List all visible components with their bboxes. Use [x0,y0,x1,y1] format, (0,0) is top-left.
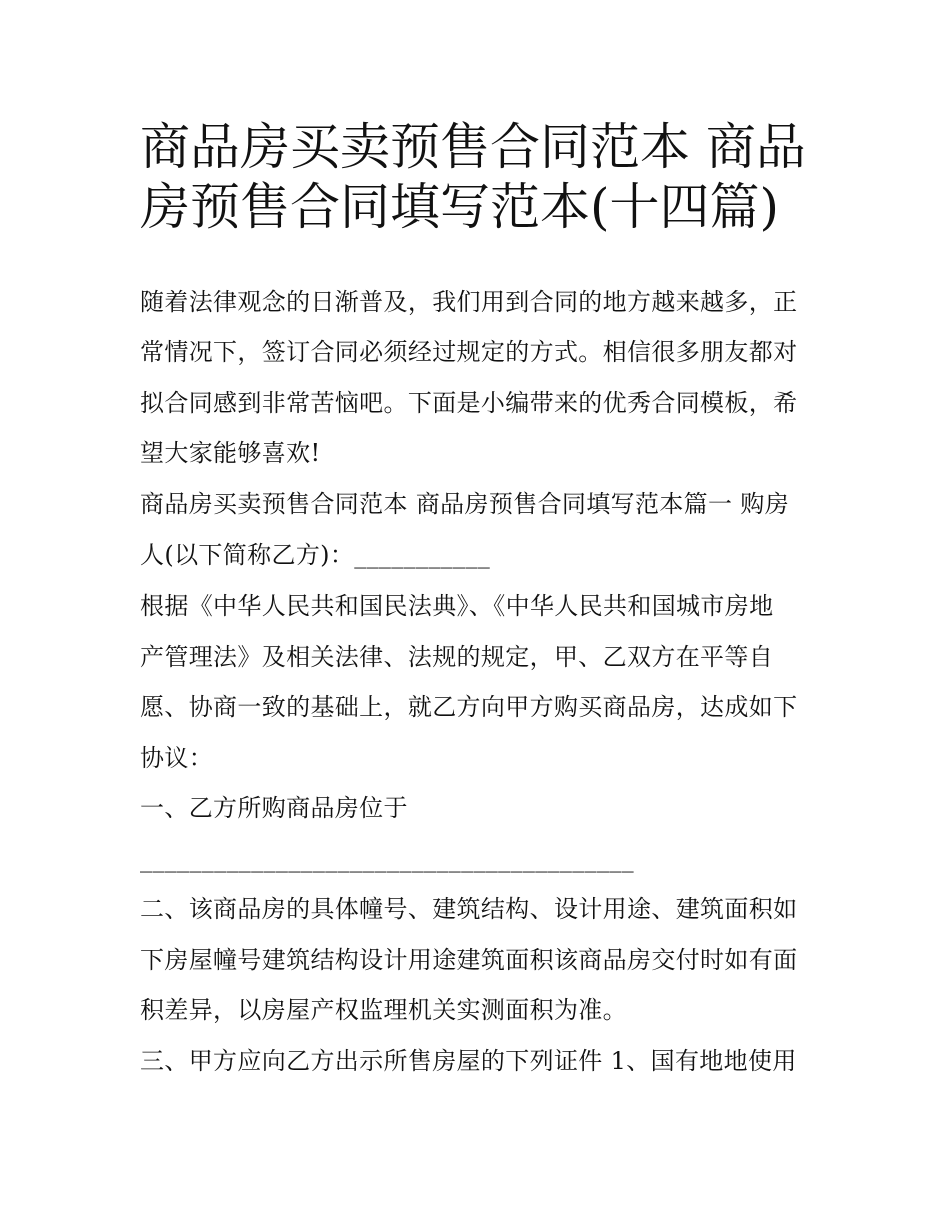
body-line: 常情况下，签订合同必须经过规定的方式。相信很多朋友都对 [140,338,798,366]
body-line: 拟合同感到非常苦恼吧。下面是小编带来的优秀合同模板，希 [140,389,798,417]
body-line: 一、乙方所购商品房位于 [140,794,408,822]
body-line: 积差异，以房屋产权监理机关实测面积为准。 [140,996,627,1024]
blank-line-buyer: 人(以下简称乙方)：___________ [140,541,491,569]
body-line: 愿、协商一致的基础上，就乙方向甲方购买商品房，达成如下 [140,693,798,721]
body-line: 根据《中华人民共和国民法典》、《中华人民共和国城市房地 [140,592,774,620]
body-line: 下房屋幢号建筑结构设计用途建筑面积该商品房交付时如有面 [140,946,798,974]
body-line: 二、该商品房的具体幢号、建筑结构、设计用途、建筑面积如 [140,895,798,923]
body-line: 协议： [140,744,214,772]
document-title [140,117,820,237]
body-line: 望大家能够喜欢! [140,439,321,467]
body-line: 三、甲方应向乙方出示所售房屋的下列证件 1、国有地地使用 [140,1047,797,1075]
body-line: 商品房买卖预售合同范本 商品房预售合同填写范本篇一 购房 [140,490,790,518]
body-line: 产管理法》及相关法律、法规的规定，甲、乙双方在平等自 [140,643,774,671]
body-line: 随着法律观念的日渐普及，我们用到合同的地方越来越多，正 [140,288,798,316]
title-line: 房预售合同填写范本(十四篇) [140,178,780,236]
title-line: 商品房买卖预售合同范本 商品 [140,118,806,176]
blank-line-location: ________________________________________ [140,845,634,873]
